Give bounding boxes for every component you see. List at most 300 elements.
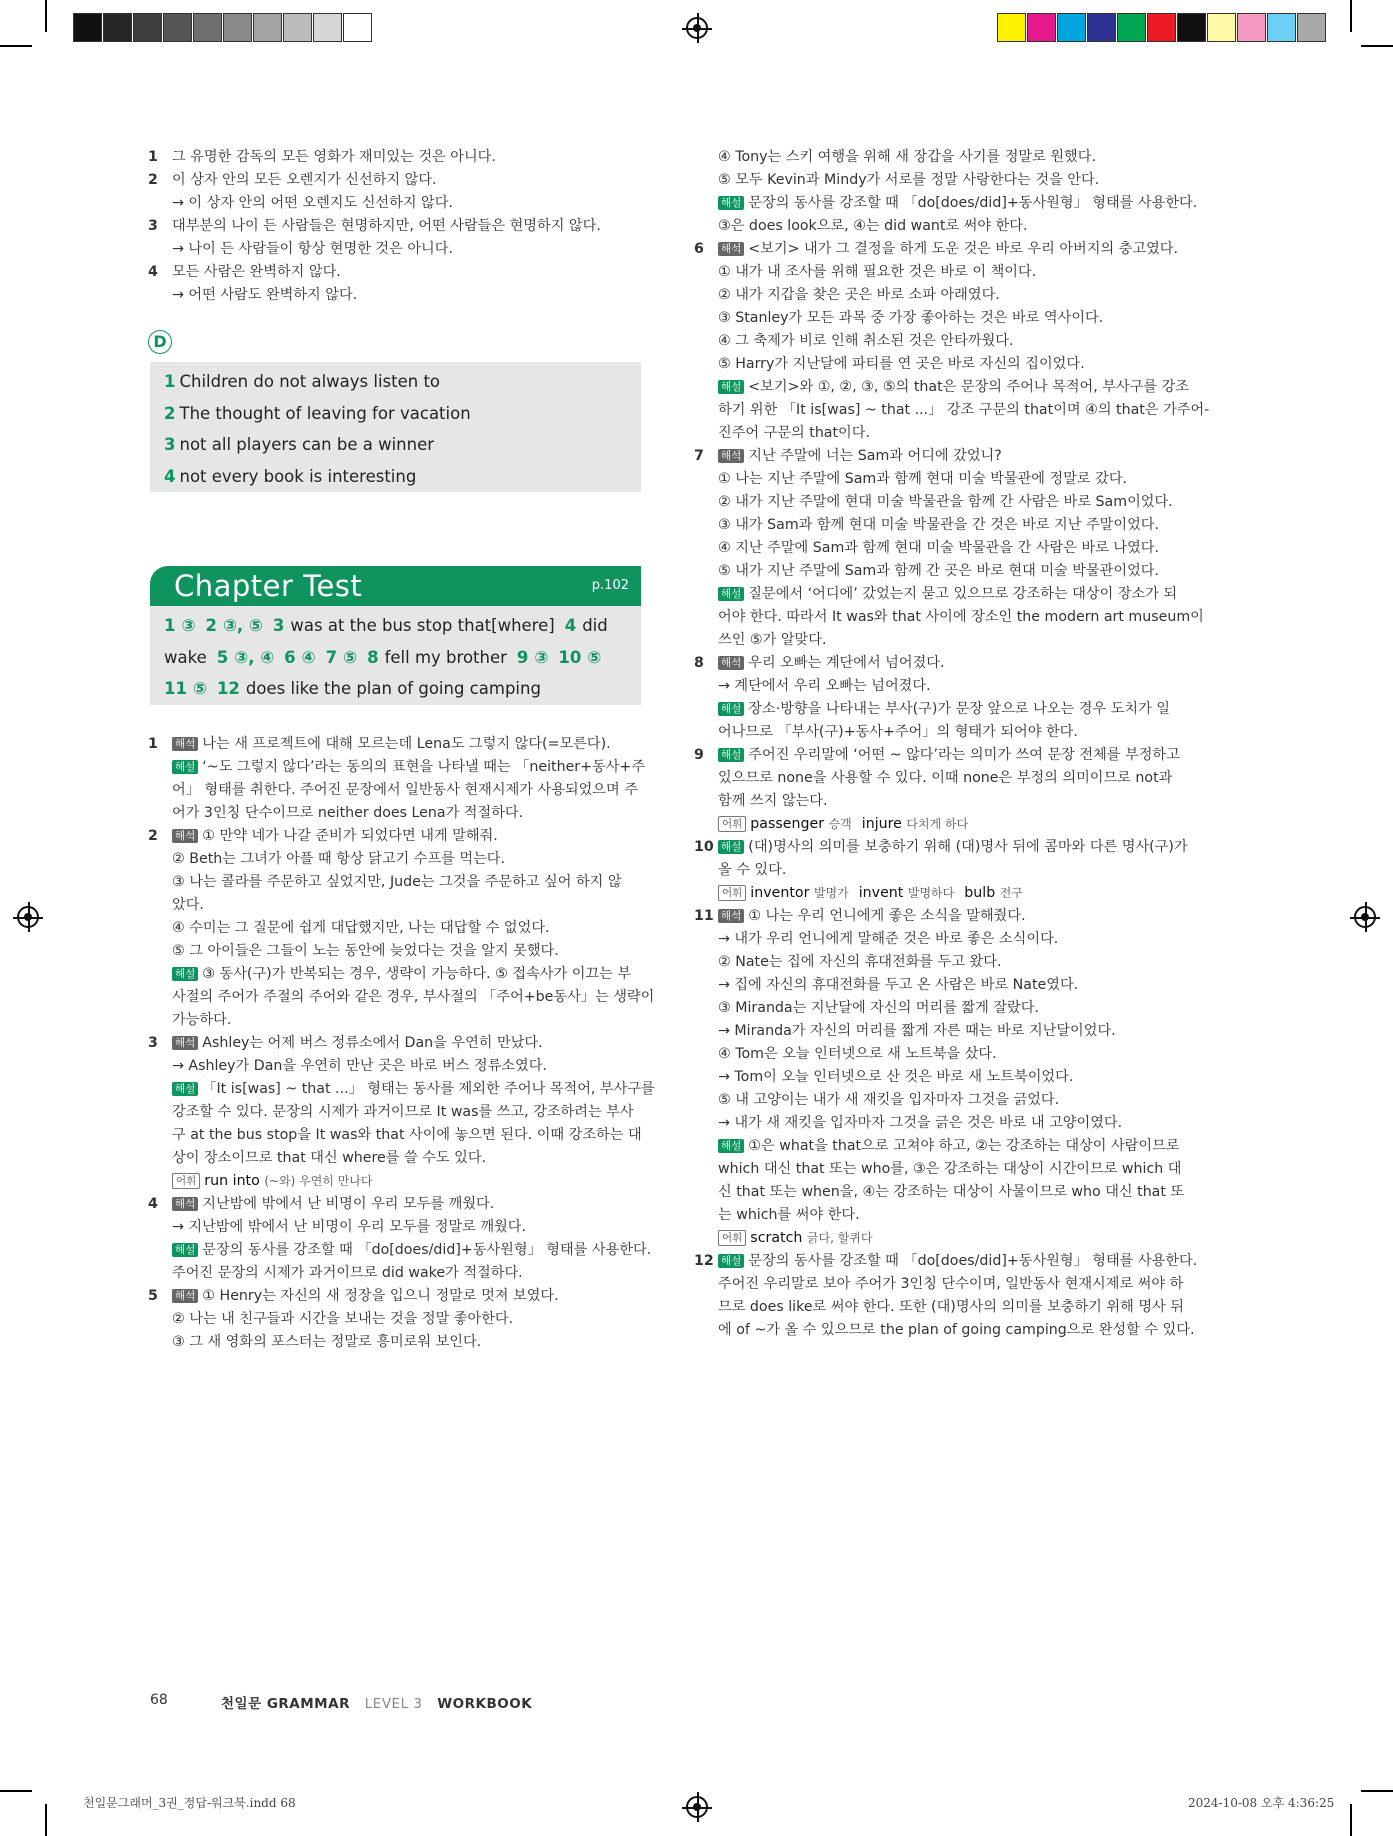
answer-item [694, 1250, 1198, 1342]
d-answer-row [164, 398, 627, 430]
color-swatch [313, 13, 342, 42]
explanation-label: 해설 [718, 196, 744, 210]
text-line [172, 1216, 643, 1239]
line-text: ⑤ 모두 Kevin과 Mindy가 서로를 정말 사랑한다는 것을 안다. [718, 172, 1100, 188]
line-text: ③ 내가 Sam과 함께 현대 미술 박물관을 간 것은 바로 지난 주말이었다. [718, 517, 1159, 533]
left-column-explanations [148, 733, 655, 1354]
book-section: WORKBOOK [437, 1696, 533, 1712]
color-swatch [1177, 13, 1206, 42]
line-text: 므로 does like로 써야 한다. 또한 (대)명사의 의미를 보충하기 위해 명사 뒤 [718, 1299, 1184, 1315]
text-line [718, 836, 1189, 859]
item-number: 1 [148, 736, 158, 752]
explanation-label: 해석 [172, 737, 198, 751]
line-text: 어나므로 「부사(구)+동사+주어」의 형태가 되어야 한다. [718, 724, 1078, 740]
line-text: ① 만약 네가 나갈 준비가 되었다면 내게 말해줘. [202, 828, 498, 844]
answer-choice: ⑤ [587, 647, 602, 667]
answer-choice: ④ [301, 647, 316, 667]
explanation-label: 해석 [718, 242, 744, 256]
color-swatch [133, 13, 162, 42]
text-line [718, 790, 1189, 813]
line-text: 「It is[was] ~ that ...」 형태는 동사를 제외한 주어나 목적어, 부사구를 [202, 1081, 655, 1097]
line-text: 어」 형태를 취한다. 주어진 문장에서 일반동사 현재시제가 사용되었으며 주 [172, 782, 638, 798]
text-line [718, 1112, 1189, 1135]
explanation-label: 해설 [718, 1254, 744, 1268]
line-text: 지난밤에 밖에서 난 비명이 우리 모두를 깨웠다. [202, 1196, 495, 1212]
text-line [718, 698, 1189, 721]
vocab-word: run into [204, 1173, 260, 1189]
answer-number: 2 [205, 616, 217, 635]
text-line [172, 802, 643, 825]
text-line [718, 376, 1189, 399]
answer-item [148, 169, 643, 215]
line-text: 어야 한다. 따라서 It was와 that 사이에 장소인 the modern art museum이 [718, 609, 1204, 625]
answer-item [148, 1193, 652, 1285]
text-line [718, 1204, 1189, 1227]
item-number: 4 [148, 264, 158, 280]
crop-mark [1350, 1804, 1352, 1836]
answer-item [148, 261, 643, 307]
vocab-label: 어휘 [718, 1230, 746, 1246]
item-number: 3 [148, 218, 158, 234]
line-text: ③ 나는 콜라를 주문하고 싶었지만, Jude는 그것을 주문하고 싶어 하지 않 [172, 874, 622, 890]
vocab-word: invent [858, 885, 904, 901]
explanation-label: 해설 [718, 587, 744, 601]
color-swatch [1057, 13, 1086, 42]
d-answer-row [164, 429, 627, 461]
registration-mark-icon [1354, 906, 1376, 928]
line-text: ⑤ 내 고양이는 내가 새 재킷을 입자마자 그것을 긁었다. [718, 1092, 1060, 1108]
line-text: → Tom이 오늘 인터넷으로 산 것은 바로 새 노트북이었다. [718, 1069, 1074, 1085]
line-text: Ashley는 어제 버스 정류소에서 Dan을 우연히 만났다. [202, 1035, 543, 1051]
line-text: ④ 지난 주말에 Sam과 함께 현대 미술 박물관을 간 사람은 바로 나였다. [718, 540, 1159, 556]
color-swatch [223, 13, 252, 42]
text-line [718, 675, 1189, 698]
file-slug: 천일문그래머_3권_정답-워크북.indd 68 [83, 1796, 296, 1810]
text-line [172, 940, 643, 963]
line-text: ② Nate는 집에 자신의 휴대전화를 두고 왔다. [718, 954, 1002, 970]
item-number: 4 [148, 1196, 158, 1212]
text-line [718, 974, 1189, 997]
answer-number: 9 [516, 647, 529, 667]
line-text: 사절의 주어가 주절의 주어와 같은 경우, 부사절의 「주어+be동사」는 생략이 [172, 989, 655, 1005]
answer-number: 8 [367, 647, 379, 667]
explanation-label: 해설 [172, 1082, 198, 1096]
text-line [172, 733, 643, 756]
line-text: ① Henry는 자신의 새 정장을 입으니 정말로 멋져 보였다. [202, 1288, 559, 1304]
registration-mark-icon [17, 906, 39, 928]
text-line [718, 652, 1189, 675]
text-line [718, 813, 1189, 836]
text-line [172, 1032, 643, 1055]
chapter-test-row [164, 673, 627, 705]
line-text: ⑤ Harry가 지난달에 파티를 연 곳은 바로 자신의 집이었다. [718, 356, 1085, 372]
line-text: ④ 그 축제가 비로 인해 취소된 것은 안타까웠다. [718, 333, 1014, 349]
text-line [718, 928, 1189, 951]
continued-item [694, 146, 1198, 238]
text-line [718, 399, 1210, 422]
answer-item [694, 744, 1189, 836]
answer-number: 7 [325, 647, 338, 667]
answer-number: 3 [272, 616, 285, 635]
vocab-word: scratch [750, 1230, 803, 1246]
line-text: → 나이 든 사람들이 항상 현명한 것은 아니다. [172, 241, 453, 257]
text-line [718, 307, 1189, 330]
line-text: → 계단에서 우리 오빠는 넘어졌다. [718, 678, 931, 694]
vocab-meaning: 발명하다 [907, 886, 955, 900]
answer-item [148, 146, 643, 169]
answer-number: 11 [164, 679, 187, 698]
answer-number: 4 [164, 466, 176, 486]
section-d-badge: D [148, 330, 172, 354]
explanation-label: 해석 [172, 829, 198, 843]
text-line [172, 284, 643, 307]
answer-number: 2 [164, 403, 176, 423]
text-line [172, 871, 643, 894]
line-text: 강조할 수 있다. 문장의 시제가 과거이므로 It was를 쓰고, 강조하려는 부사 [172, 1104, 634, 1120]
text-line [172, 146, 643, 169]
answer-item [694, 905, 1189, 1250]
line-text: 가능하다. [172, 1012, 232, 1028]
explanation-label: 해설 [718, 1139, 744, 1153]
answer-text: was at the bus stop that[where] [290, 616, 555, 635]
text-line [718, 767, 1189, 790]
crop-mark [0, 45, 32, 47]
text-line [718, 491, 1189, 514]
chapter-test-row [164, 610, 627, 642]
d-answer-row [164, 461, 627, 493]
line-text: ③ 그 새 영화의 포스터는 정말로 흥미로워 보인다. [172, 1334, 482, 1350]
text-line [172, 894, 643, 917]
registration-mark-icon [686, 17, 708, 39]
line-text: ③ Miranda는 지난달에 자신의 머리를 짧게 잘랐다. [718, 1000, 1039, 1016]
color-swatch [283, 13, 312, 42]
text-line [718, 882, 1189, 905]
explanation-label: 해석 [718, 449, 744, 463]
answer-text: Children do not always listen to [179, 372, 441, 391]
vocab-label: 어휘 [172, 1173, 200, 1189]
color-swatch [343, 13, 372, 42]
line-text: 진주어 구문의 that이다. [718, 425, 870, 441]
text-line [172, 1193, 643, 1216]
vocab-label: 어휘 [718, 885, 746, 901]
line-text: 지난 주말에 너는 Sam과 어디에 갔었니? [748, 448, 1002, 464]
book-level: LEVEL 3 [364, 1696, 423, 1712]
explanation-label: 해설 [172, 1243, 198, 1257]
answer-number: 6 [284, 647, 296, 667]
line-text: → 내가 우리 언니에게 말해준 것은 바로 좋은 소식이다. [718, 931, 1059, 947]
text-line [172, 215, 643, 238]
text-line [718, 238, 1189, 261]
line-text: 에 of ~가 올 수 있으므로 the plan of going camping으로 완성할 수 있다. [718, 1322, 1195, 1338]
answer-text: does like the plan of going camping [245, 679, 541, 698]
line-text: ⑤ 그 아이들은 그들이 노는 동안에 늦었다는 것을 알지 못했다. [172, 943, 559, 959]
line-text: 그 유명한 감독의 모든 영화가 재미있는 것은 아니다. [172, 149, 496, 165]
crop-mark [1361, 45, 1393, 47]
crop-mark [1361, 1790, 1393, 1792]
vocab-meaning: 승객 [828, 817, 852, 831]
text-line [172, 1101, 643, 1124]
line-text: 문장의 동사를 강조할 때 「do[does/did]+동사원형」 형태를 사용한다. [748, 1253, 1198, 1269]
answer-item [694, 836, 1189, 905]
line-text: 장소·방향을 나타내는 부사(구)가 문장 앞으로 나오는 경우 도치가 일 [748, 701, 1170, 717]
text-line [718, 1319, 1195, 1342]
text-line [172, 1078, 655, 1101]
line-text: ① 나는 지난 주말에 Sam과 함께 현대 미술 박물관에 정말로 갔다. [718, 471, 1128, 487]
crop-mark [1350, 0, 1352, 32]
text-line [172, 917, 643, 940]
text-line [172, 779, 643, 802]
color-swatch [1027, 13, 1056, 42]
color-swatch [1237, 13, 1266, 42]
answer-choice: ③, ⑤ [222, 616, 263, 635]
chapter-test-page-ref: p.102 [591, 578, 629, 593]
text-line [718, 1227, 1189, 1250]
line-text: ② Beth는 그녀가 아플 때 항상 닭고기 수프를 먹는다. [172, 851, 506, 867]
answer-number: 5 [216, 647, 229, 667]
text-line [718, 1296, 1189, 1319]
text-line [718, 1043, 1189, 1066]
text-line [718, 192, 1198, 215]
item-number: 10 [694, 839, 714, 855]
text-line [718, 1158, 1189, 1181]
color-swatch [253, 13, 282, 42]
text-line [172, 756, 646, 779]
color-swatch [1297, 13, 1326, 42]
text-line [718, 1066, 1189, 1089]
text-line [172, 1009, 643, 1032]
line-text: ④ Tom은 오늘 인터넷으로 새 노트북을 샀다. [718, 1046, 997, 1062]
crop-mark [0, 1790, 32, 1792]
answer-item [148, 215, 643, 261]
line-text: ① 내가 내 조사를 위해 필요한 것은 바로 이 책이다. [718, 264, 1037, 280]
color-swatch [1267, 13, 1296, 42]
line-text: 우리 오빠는 계단에서 넘어졌다. [748, 655, 945, 671]
text-line [718, 330, 1189, 353]
text-line [172, 963, 643, 986]
text-line [718, 215, 1189, 238]
line-text: → Miranda가 자신의 머리를 짧게 자른 때는 바로 지난달이었다. [718, 1023, 1116, 1039]
vocab-meaning: 다치게 하다 [906, 817, 969, 831]
page-number: 68 [150, 1692, 168, 1708]
text-line [718, 951, 1189, 974]
answer-text: did [582, 616, 608, 635]
line-text: 는 which를 써야 한다. [718, 1207, 860, 1223]
line-text: 신 that 또는 when을, ④는 강조하는 대상이 사물이므로 who 대신 that 또 [718, 1184, 1185, 1200]
explanation-label: 해석 [718, 909, 744, 923]
answer-choice: ⑤ [192, 679, 207, 698]
text-line [718, 997, 1189, 1020]
text-line [172, 986, 655, 1009]
text-line [718, 859, 1189, 882]
d-answer-row [164, 366, 627, 398]
text-line [172, 1124, 643, 1147]
item-number: 6 [694, 241, 704, 257]
color-swatch [73, 13, 102, 42]
color-swatch [1147, 13, 1176, 42]
item-number: 5 [148, 1288, 158, 1304]
vocab-meaning: 발명가 [813, 886, 849, 900]
chapter-test-header [150, 566, 641, 606]
line-text: ② 나는 내 친구들과 시간을 보내는 것을 정말 좋아한다. [172, 1311, 514, 1327]
vocab-label: 어휘 [718, 816, 746, 832]
line-text: → 이 상자 안의 어떤 오렌지도 신선하지 않다. [172, 195, 453, 211]
answer-item [694, 445, 1204, 652]
answer-text: not every book is interesting [179, 466, 417, 486]
line-text: ② 내가 지난 주말에 현대 미술 박물관을 함께 간 사람은 바로 Sam이었다. [718, 494, 1173, 510]
text-line [718, 514, 1189, 537]
text-line [172, 1055, 643, 1078]
line-text: 문장의 동사를 강조할 때 「do[does/did]+동사원형」 형태를 사용한다. [748, 195, 1198, 211]
text-line [718, 445, 1189, 468]
color-swatch [1087, 13, 1116, 42]
answer-number: 4 [564, 616, 577, 635]
explanation-label: 해설 [718, 748, 744, 762]
date-slug: 2024-10-08 오후 4:36:25 [1188, 1796, 1335, 1810]
item-number: 3 [148, 1035, 158, 1051]
color-swatch [997, 13, 1026, 42]
line-text: <보기> 내가 그 결정을 하게 도운 것은 바로 우리 아버지의 충고였다. [748, 241, 1179, 257]
vocab-meaning: 전구 [999, 886, 1023, 900]
gray-color-bar [73, 13, 373, 42]
answer-choice: ③ [534, 647, 549, 667]
line-text: 하기 위한 「It is[was] ~ that ...」 강조 구문의 that이며 ④의 that은 가주어- [718, 402, 1210, 418]
answer-item [694, 652, 1189, 744]
text-line [718, 744, 1189, 767]
item-number: 12 [694, 1253, 714, 1269]
line-text: ① 나는 우리 언니에게 좋은 소식을 말해줬다. [748, 908, 1026, 924]
line-text: 이 상자 안의 모든 오렌지가 신선하지 않다. [172, 172, 437, 188]
line-text: ② 내가 지갑을 찾은 곳은 바로 소파 아래였다. [718, 287, 1000, 303]
text-line [718, 284, 1189, 307]
vocab-meaning: (~와) 우연히 만나다 [264, 1174, 373, 1188]
text-line [172, 1331, 643, 1354]
text-line [172, 1308, 643, 1331]
line-text: 쓰인 ⑤가 알맞다. [718, 632, 827, 648]
text-line [718, 1273, 1189, 1296]
line-text: 주어진 우리말에 ‘어떤 ~ 않다’라는 의미가 쓰여 문장 전체를 부정하고 [748, 747, 1180, 763]
item-number: 8 [694, 655, 704, 671]
line-text: → 집에 자신의 휴대전화를 두고 온 사람은 바로 Nate였다. [718, 977, 1079, 993]
text-line [718, 353, 1189, 376]
line-text: 있으므로 none을 사용할 수 있다. 이때 none은 부정의 의미이므로 not과 [718, 770, 1173, 786]
process-color-bar [997, 13, 1327, 42]
item-number: 11 [694, 908, 714, 924]
text-line [718, 422, 1189, 445]
color-swatch [1207, 13, 1236, 42]
line-text: ④ 수미는 그 질문에 쉽게 대답했지만, 나는 대답할 수 없었다. [172, 920, 550, 936]
explanation-label: 해석 [172, 1197, 198, 1211]
text-line [718, 261, 1189, 284]
answer-item [148, 825, 655, 1032]
answer-text: wake [164, 647, 207, 667]
item-number: 7 [694, 448, 704, 464]
line-text: 함께 쓰지 않는다. [718, 793, 828, 809]
answer-number: 1 [164, 372, 176, 391]
text-line [718, 1181, 1189, 1204]
line-text: → 내가 새 재킷을 입자마자 그것을 긁은 것은 바로 내 고양이였다. [718, 1115, 1123, 1131]
left-column-exercise-c [148, 146, 643, 307]
text-line [718, 560, 1189, 583]
line-text: ⑤ 내가 지난 주말에 Sam과 함께 간 곳은 바로 현대 미술 박물관이었다. [718, 563, 1159, 579]
line-text: 올 수 있다. [718, 862, 787, 878]
vocab-word: injure [861, 816, 902, 832]
text-line [172, 1170, 643, 1193]
color-swatch [193, 13, 222, 42]
right-column-explanations [694, 146, 1210, 1342]
line-text: 나는 새 프로젝트에 대해 모르는데 Lena도 그렇지 않다(=모른다). [202, 736, 611, 752]
item-number: 1 [148, 149, 158, 165]
text-line [172, 1285, 643, 1308]
text-line [172, 825, 643, 848]
crop-mark [45, 1804, 47, 1836]
answer-number: 12 [216, 679, 240, 698]
color-swatch [1117, 13, 1146, 42]
line-text: ③ 동사(구)가 반복되는 경우, 생략이 가능하다. ⑤ 접속사가 이끄는 부 [202, 966, 632, 982]
vocab-word: passenger [750, 816, 825, 832]
line-text: → 어떤 사람도 완벽하지 않다. [172, 287, 358, 303]
line-text: 주어진 우리말로 보아 주어가 3인칭 단수이며, 일반동사 현재시제로 써야 하 [718, 1276, 1184, 1292]
text-line [172, 1147, 643, 1170]
answer-item [148, 733, 646, 825]
text-line [172, 192, 643, 215]
explanation-label: 해설 [718, 380, 744, 394]
answer-item [148, 1285, 643, 1354]
page-footer [150, 1692, 168, 1708]
answer-text: The thought of leaving for vacation [179, 403, 471, 423]
book-title [221, 1692, 532, 1712]
answer-item [694, 238, 1210, 445]
line-text: (대)명사의 의미를 보충하기 위해 (대)명사 뒤에 콤마와 다른 명사(구)가 [748, 839, 1188, 855]
text-line [718, 1089, 1189, 1112]
text-line [718, 146, 1189, 169]
explanation-label: 해설 [172, 760, 198, 774]
vocab-word: inventor [750, 885, 810, 901]
line-text: 모든 사람은 완벽하지 않다. [172, 264, 341, 280]
line-text: ①은 what을 that으로 고쳐야 하고, ②는 강조하는 대상이 사람이므로 [748, 1138, 1180, 1154]
explanation-label: 해석 [172, 1036, 198, 1050]
answer-choice: ⑤ [343, 647, 358, 667]
line-text: 대부분의 나이 든 사람들은 현명하지만, 어떤 사람들은 현명하지 않다. [172, 218, 601, 234]
text-line [172, 848, 643, 871]
line-text: 문장의 동사를 강조할 때 「do[does/did]+동사원형」 형태를 사용한다. [202, 1242, 652, 1258]
line-text: ③ Stanley가 모든 과목 중 가장 좋아하는 것은 바로 역사이다. [718, 310, 1104, 326]
item-number: 2 [148, 172, 158, 188]
line-text: 상이 장소이므로 that 대신 where를 쓸 수도 있다. [172, 1150, 487, 1166]
registration-mark-icon [686, 1796, 708, 1818]
vocab-meaning: 긁다, 할퀴다 [806, 1231, 873, 1245]
chapter-test-answer-box [150, 606, 641, 705]
text-line [718, 1250, 1198, 1273]
text-line [172, 261, 643, 284]
line-text: → 지난밤에 밖에서 난 비명이 우리 모두를 정말로 깨웠다. [172, 1219, 526, 1235]
line-text: 구 at the bus stop을 It was와 that 사이에 놓으면 된다. 이때 강조하는 대 [172, 1127, 642, 1143]
line-text: ④ Tony는 스키 여행을 위해 새 장갑을 사기를 정말로 원했다. [718, 149, 1096, 165]
crop-mark [45, 0, 47, 32]
text-line [172, 1262, 643, 1285]
text-line [172, 169, 643, 192]
answer-number: 1 [164, 616, 176, 635]
text-line [718, 169, 1189, 192]
text-line [718, 1135, 1189, 1158]
item-number: 9 [694, 747, 704, 763]
line-text: 질문에서 ‘어디에’ 갔었는지 묻고 있으므로 강조하는 대상이 장소가 되 [748, 586, 1178, 602]
vocab-word: bulb [964, 885, 996, 901]
text-line [172, 1239, 652, 1262]
text-line [718, 537, 1189, 560]
text-line [718, 629, 1189, 652]
explanation-label: 해석 [172, 1289, 198, 1303]
explanation-label: 해설 [172, 967, 198, 981]
